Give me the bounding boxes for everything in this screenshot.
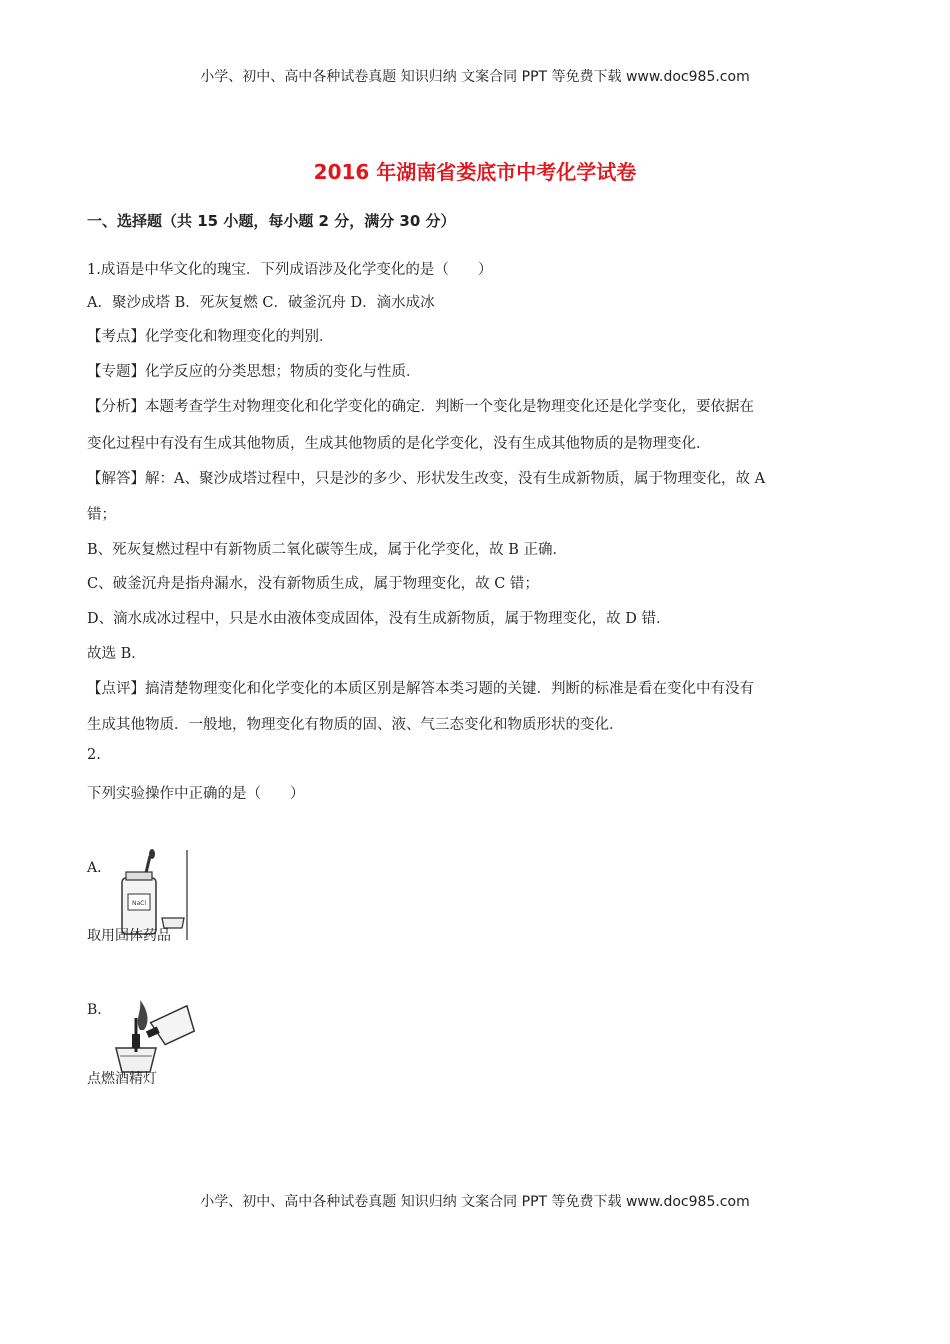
q1-jieda-d: D、滴水成冰过程中，只是水由液体变成固体，没有生成新物质，属于物理变化，故 D 错． (87, 611, 671, 627)
q1-jieda-line1: 【解答】解：A、聚沙成塔过程中，只是沙的多少、形状发生改变，没有生成新物质，属于物理变化，故 A (87, 471, 766, 487)
q1-jieda-c: C、破釜沉舟是指舟漏水，没有新物质生成，属于物理变化，故 C 错； (87, 576, 539, 592)
q1-zhuanti: 【专题】化学反应的分类思想；物质的变化与性质． (87, 364, 421, 380)
page-title: 2016 年湖南省娄底市中考化学试卷 (313, 160, 637, 184)
q1-jieda-b: B、死灰复燃过程中有新物质二氧化碳等生成，属于化学变化，故 B 正确． (87, 542, 568, 558)
q2-stem: 下列实验操作中正确的是（ ） (87, 786, 305, 802)
q2-option-a-label: A． (87, 860, 112, 876)
q2-option-b-caption: 点燃酒精灯 (87, 1071, 157, 1087)
q1-stem: 1.成语是中华文化的瑰宝．下列成语涉及化学变化的是（ ） (87, 262, 493, 278)
q1-jieda-line2: 错； (87, 507, 116, 523)
section-heading: 一、选择题（共 15 小题，每小题 2 分，满分 30 分） (87, 212, 456, 230)
jar-label: NaCl (131, 900, 147, 907)
q1-fenxi-line1: 【分析】本题考查学生对物理变化和化学变化的确定．判断一个变化是物理变化还是化学变化，要依据在 (87, 399, 754, 415)
q1-options: A．聚沙成塔 B．死灰复燃 C．破釜沉舟 D．滴水成冰 (87, 295, 435, 311)
header-banner: 小学、初中、高中各种试卷真题 知识归纳 文案合同 PPT 等免费下载 www.doc985.com (200, 69, 750, 85)
q2-option-b-label: B． (87, 1002, 112, 1018)
q1-fenxi-line2: 变化过程中有没有生成其他物质，生成其他物质的是化学变化，没有生成其他物质的是物理变化． (87, 436, 711, 452)
q2-option-a-caption: 取用固体药品 (87, 928, 171, 944)
q1-dianping-line1: 【点评】搞清楚物理变化和化学变化的本质区别是解答本类习题的关键．判断的标准是看在变化中有没有 (87, 681, 754, 697)
footer-banner: 小学、初中、高中各种试卷真题 知识归纳 文案合同 PPT 等免费下载 www.doc985.com (200, 1194, 750, 1210)
q2-number: 2. (87, 747, 101, 763)
q1-kaodian: 【考点】化学变化和物理变化的判别． (87, 329, 334, 345)
flame (138, 1000, 148, 1030)
q1-answer: 故选 B． (87, 646, 146, 662)
q1-dianping-line2: 生成其他物质．一般地，物理变化有物质的固、液、气三态变化和物质形状的变化． (87, 717, 624, 733)
